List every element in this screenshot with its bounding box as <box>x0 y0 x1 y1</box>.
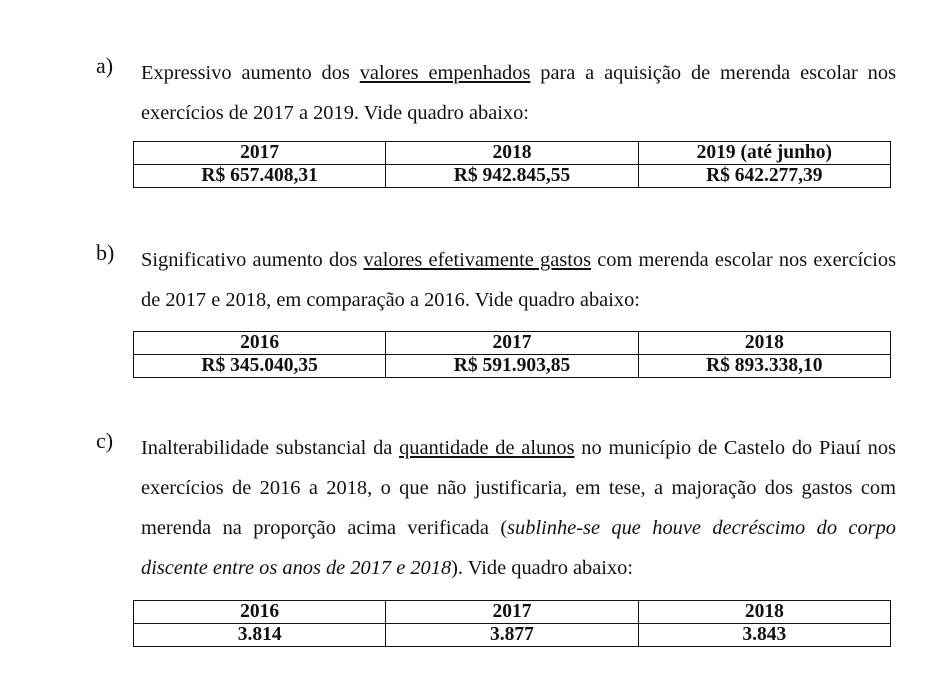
italic-remark: sublinhe-se que houve decréscimo do corpo discente entre os anos de 2017 e 2018 <box>141 517 896 579</box>
table-cell: 3.814 <box>134 624 386 647</box>
item-c <box>96 428 896 588</box>
item-label: b) <box>96 240 115 265</box>
table-header-cell: 2016 <box>134 332 386 355</box>
table-row <box>134 624 891 647</box>
table-cell: R$ 942.845,55 <box>386 165 638 188</box>
table-cell: R$ 657.408,31 <box>134 165 386 188</box>
table-header-row <box>134 332 891 355</box>
item-paragraph <box>141 428 896 588</box>
table-row <box>134 165 891 188</box>
item-label: a) <box>96 53 114 78</box>
table-cell: R$ 642.277,39 <box>638 165 890 188</box>
paragraph-text: ). Vide quadro abaixo: <box>451 557 634 579</box>
table-cell: 3.877 <box>386 624 638 647</box>
table-valores-empenhados <box>133 141 891 188</box>
table-header-cell: 2019 (até junho) <box>638 142 890 165</box>
table-quantidade-alunos <box>133 600 891 647</box>
paragraph-text: no município de Castelo do Piauí nos exercícios de 2016 a 2018, o que não justificaria, em tese, a majoração dos gastos com merenda na proporção acima verificada ( <box>141 437 896 539</box>
table-header-row <box>134 142 891 165</box>
item-label: c) <box>96 428 114 453</box>
underlined-term: quantidade de alunos <box>399 437 575 459</box>
item-a <box>96 53 896 133</box>
paragraph-text: Inalterabilidade substancial da <box>141 437 400 459</box>
paragraph-text: com merenda escolar nos exercícios de 2017 e 2018, em comparação a 2016. Vide quadro abaixo: <box>141 249 897 311</box>
item-b <box>96 240 896 320</box>
table-valores-gastos <box>133 331 891 378</box>
table-row <box>134 355 891 378</box>
table-header-cell: 2017 <box>386 601 638 624</box>
table-header-row <box>134 601 891 624</box>
table-header-cell: 2017 <box>386 332 638 355</box>
underlined-term: valores efetivamente gastos <box>363 249 592 271</box>
paragraph-text: Significativo aumento dos <box>141 249 364 271</box>
table-header-cell: 2018 <box>638 601 890 624</box>
table-header-cell: 2018 <box>386 142 638 165</box>
paragraph-text: Expressivo aumento dos <box>141 62 360 84</box>
item-paragraph <box>141 53 896 133</box>
table-header-cell: 2018 <box>638 332 890 355</box>
table-cell: R$ 893.338,10 <box>638 355 890 378</box>
paragraph-text: para a aquisição de merenda escolar nos exercícios de 2017 a 2019. Vide quadro abaixo: <box>141 62 897 124</box>
table-header-cell: 2017 <box>134 142 386 165</box>
item-paragraph <box>141 240 896 320</box>
table-header-cell: 2016 <box>134 601 386 624</box>
table-cell: R$ 591.903,85 <box>386 355 638 378</box>
table-cell: 3.843 <box>638 624 890 647</box>
table-cell: R$ 345.040,35 <box>134 355 386 378</box>
underlined-term: valores empenhados <box>359 62 531 84</box>
